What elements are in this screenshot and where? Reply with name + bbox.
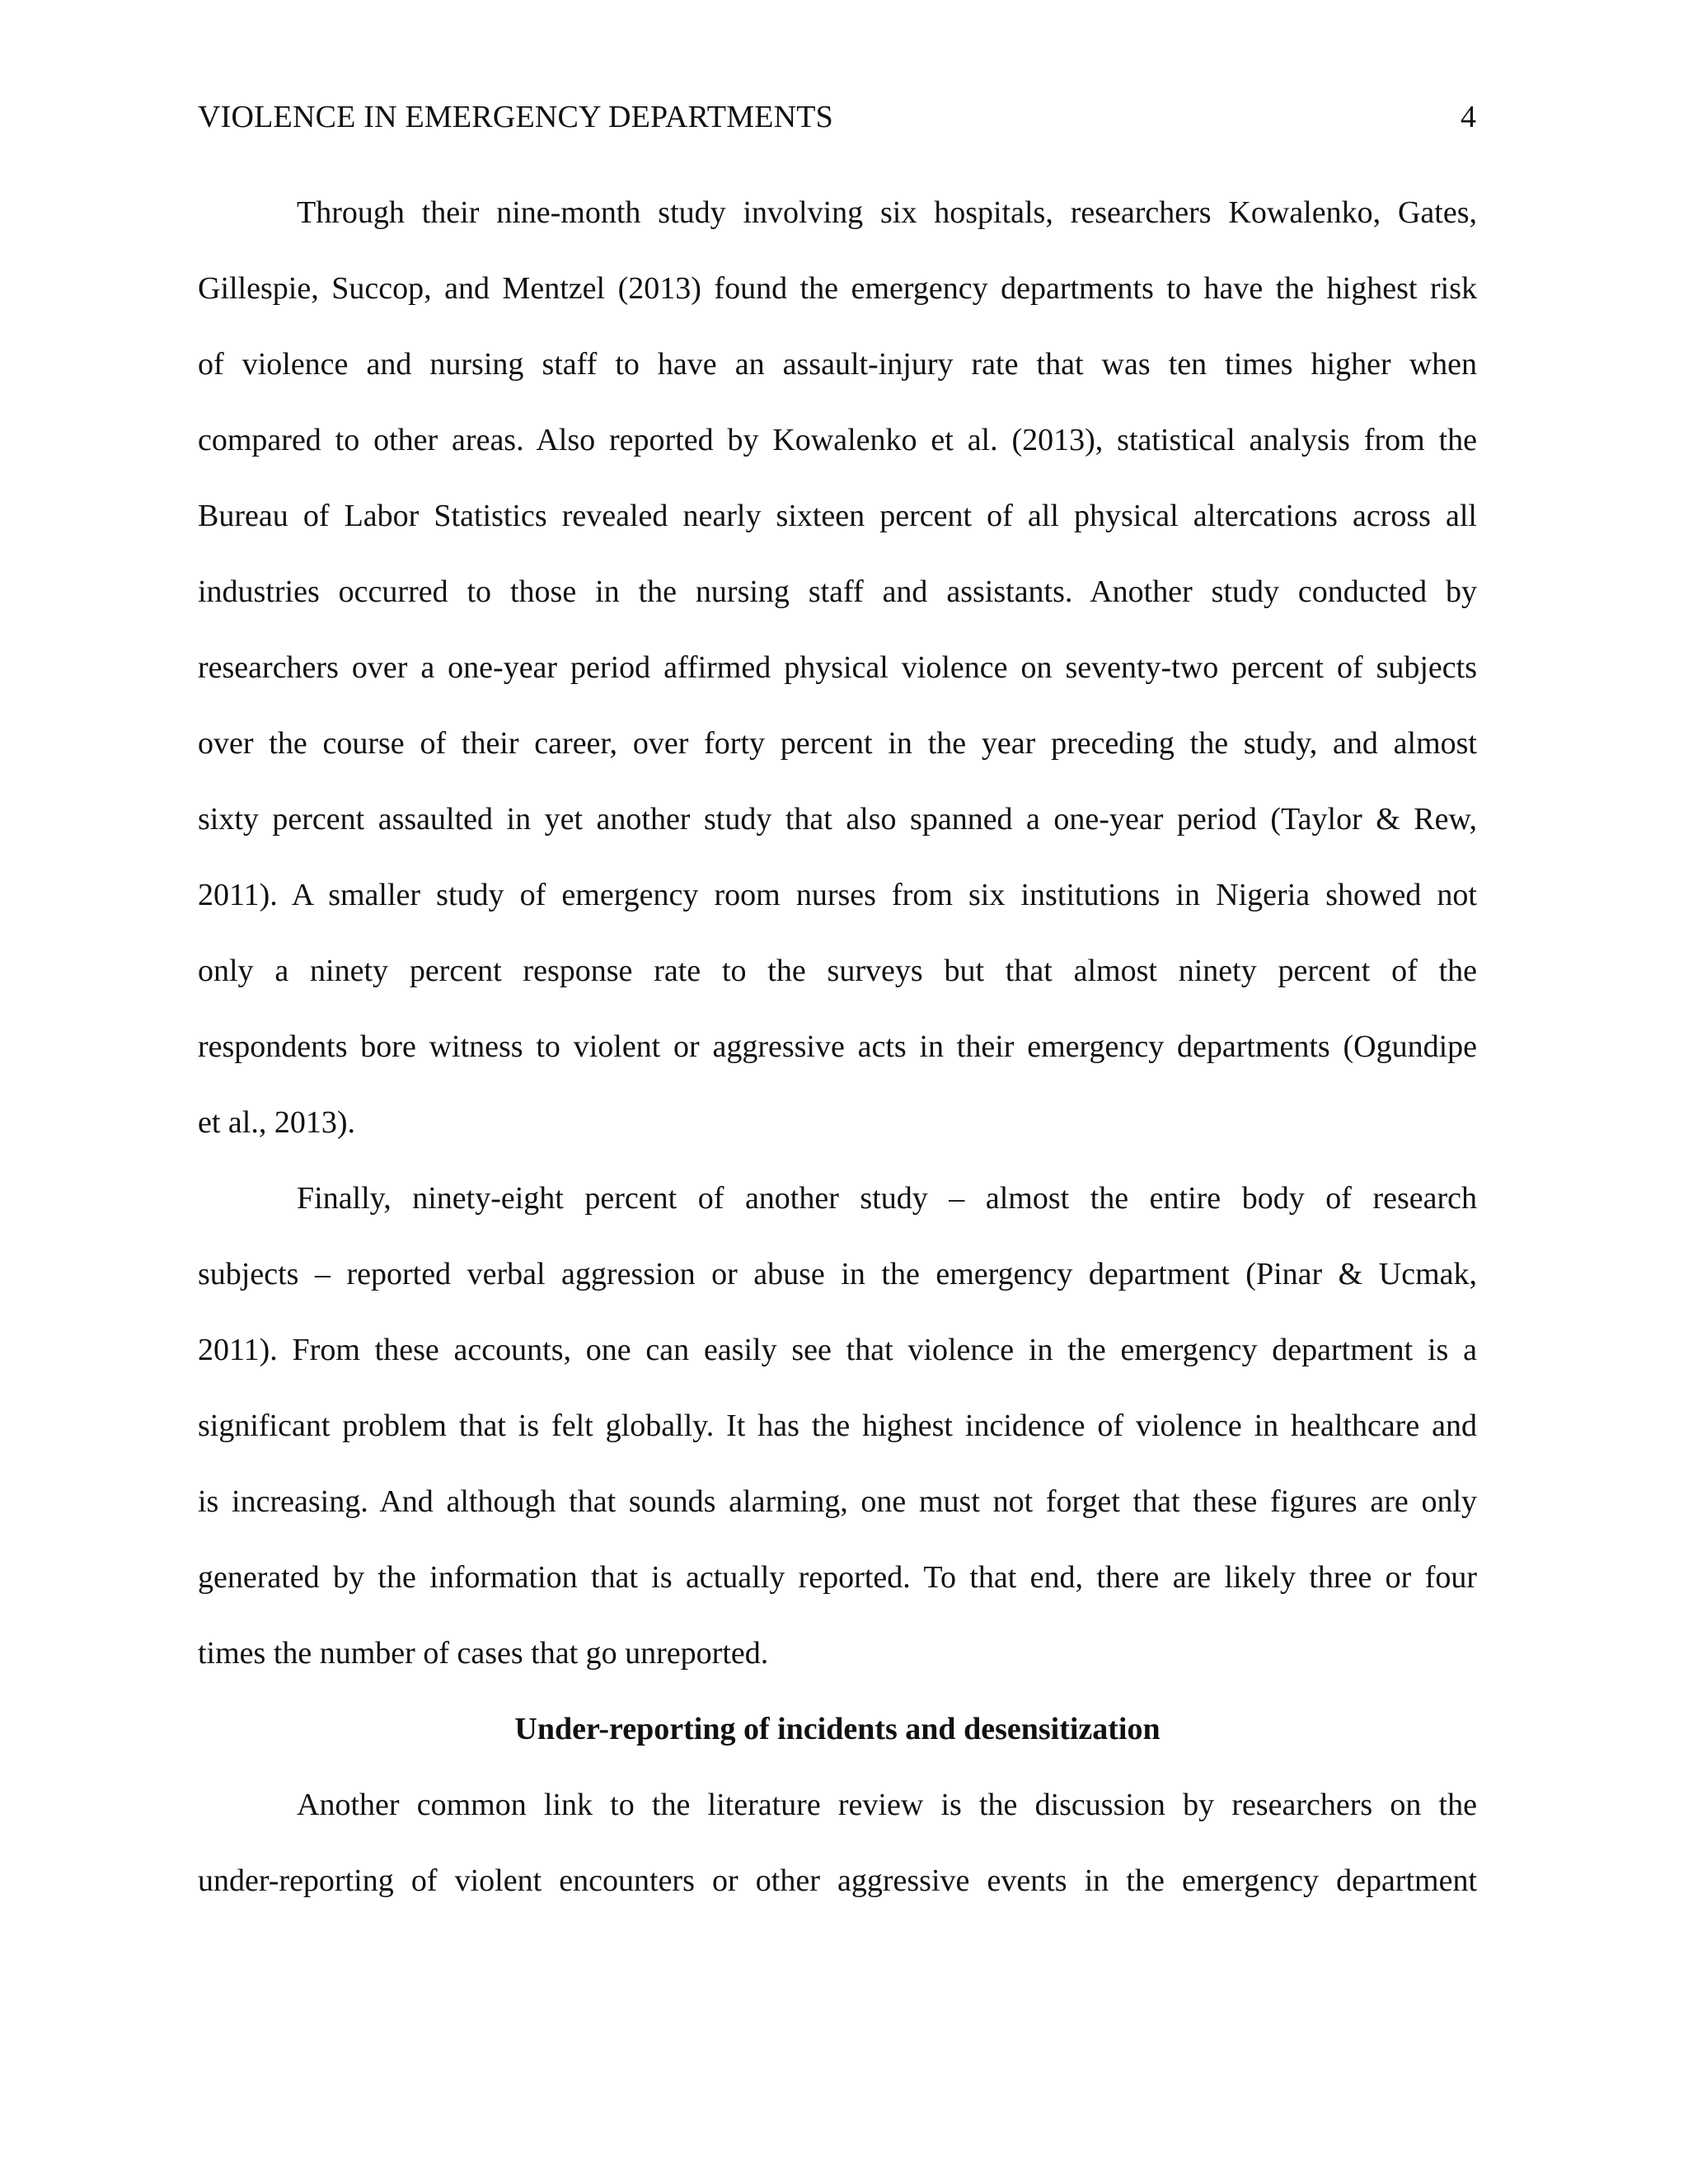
- text-line: only a ninety percent response rate to the surveys but that almost ninety percent of the: [198, 954, 1477, 988]
- text-line: Another common link to the literature review is the discussion by researchers on the: [297, 1788, 1477, 1822]
- text-line: subjects – reported verbal aggression or abuse in the emergency department (Pinar & Ucmak,: [198, 1257, 1477, 1291]
- text-line: industries occurred to those in the nursing staff and assistants. Another study conducted by: [198, 574, 1477, 609]
- text-line: researchers over a one-year period affirmed physical violence on seventy-two percent of subjects: [198, 650, 1477, 685]
- text-line: of violence and nursing staff to have an assault-injury rate that was ten times higher when: [198, 347, 1477, 382]
- section-heading: Under-reporting of incidents and desensitization: [514, 1712, 1160, 1746]
- text-line: significant problem that is felt globally. It has the highest incidence of violence in healthcare and: [198, 1408, 1477, 1443]
- text-line: Finally, ninety-eight percent of another study – almost the entire body of research: [297, 1181, 1477, 1216]
- text-line: Through their nine-month study involving six hospitals, researchers Kowalenko, Gates,: [297, 195, 1477, 230]
- text-line: Bureau of Labor Statistics revealed nearly sixteen percent of all physical altercations across all: [198, 499, 1477, 533]
- text-line: compared to other areas. Also reported by Kowalenko et al. (2013), statistical analysis from the: [198, 423, 1477, 457]
- text-line: times the number of cases that go unreported.: [198, 1636, 769, 1671]
- text-line: et al., 2013).: [198, 1105, 356, 1140]
- text-line: 2011). A smaller study of emergency room nurses from six institutions in Nigeria showed not: [198, 878, 1477, 912]
- paragraph-3: [198, 1785, 1477, 1937]
- text-line: Gillespie, Succop, and Mentzel (2013) found the emergency departments to have the highest risk: [198, 271, 1477, 306]
- paragraph-1: [198, 193, 1477, 1179]
- text-line: sixty percent assaulted in yet another study that also spanned a one-year period (Taylor & Rew,: [198, 802, 1477, 837]
- running-head: VIOLENCE IN EMERGENCY DEPARTMENTS: [198, 100, 833, 134]
- paragraph-2: [198, 1179, 1477, 1709]
- text-line: is increasing. And although that sounds alarming, one must not forget that these figures are only: [198, 1484, 1477, 1519]
- document-body: [198, 193, 1477, 1937]
- text-line: over the course of their career, over forty percent in the year preceding the study, and almost: [198, 726, 1477, 761]
- text-line: generated by the information that is actually reported. To that end, there are likely three or four: [198, 1560, 1477, 1595]
- text-line: under-reporting of violent encounters or other aggressive events in the emergency department: [198, 1863, 1477, 1898]
- page-number: 4: [1461, 100, 1476, 134]
- text-line: 2011). From these accounts, one can easily see that violence in the emergency department is a: [198, 1333, 1477, 1367]
- text-line: respondents bore witness to violent or aggressive acts in their emergency departments (Ogundipe: [198, 1029, 1477, 1064]
